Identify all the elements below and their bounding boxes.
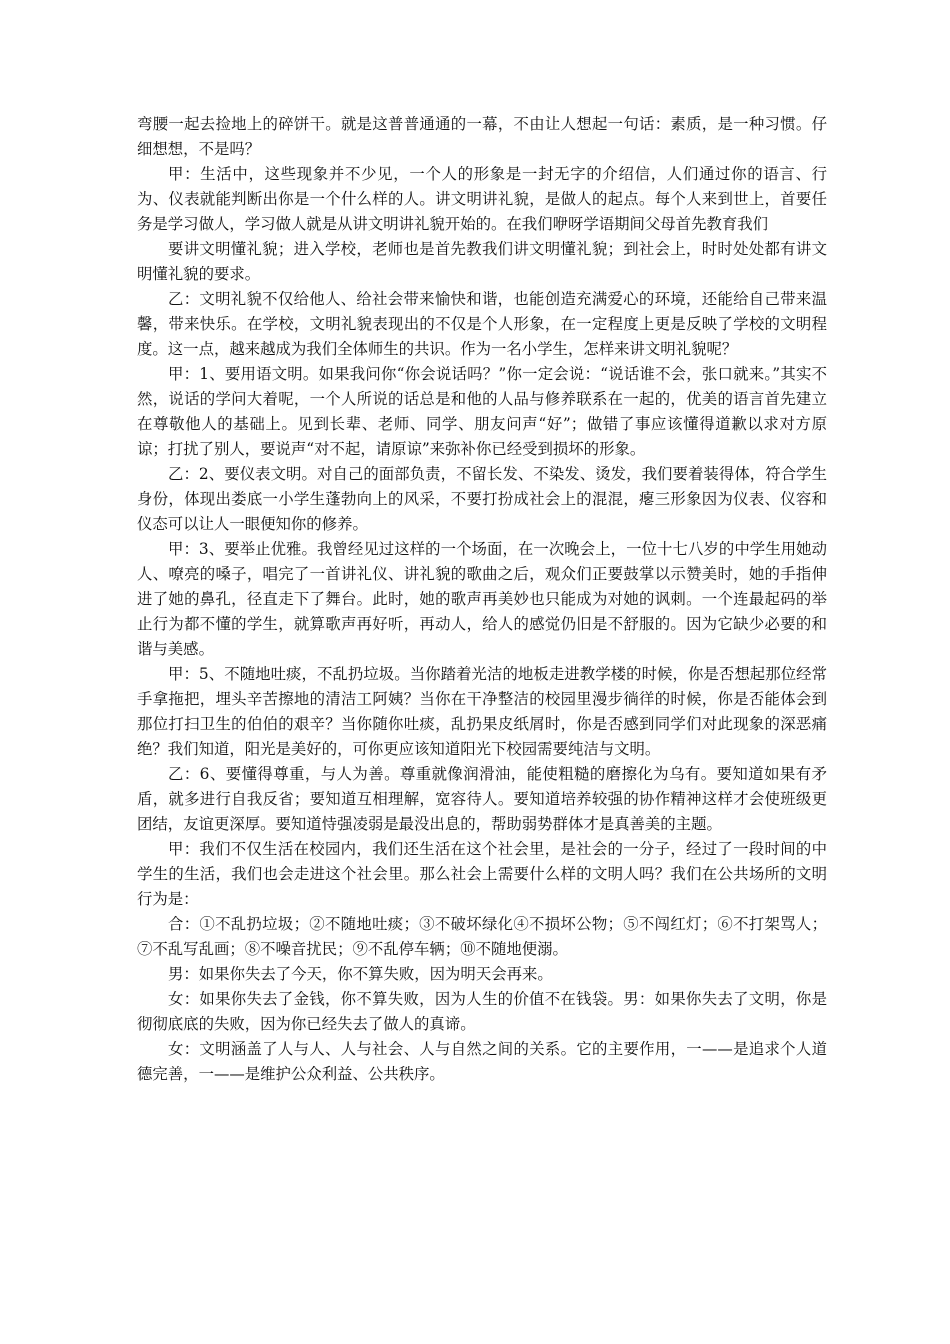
paragraph: 甲：生活中，这些现象并不少见，一个人的形象是一封无字的介绍信，人们通过你的语言、行为、仪表就能判断出你是一个什么样的人。讲文明讲礼貌，是做人的起点。每个人来到世上，首要任务是学习做人，学习做人就是从讲文明讲礼貌开始的。在我们咿呀学语期间父母首先教育我们 <box>137 165 827 233</box>
paragraph: 男：如果你失去了今天，你不算失败，因为明天会再来。 <box>168 965 553 983</box>
paragraph: 要讲文明懂礼貌；进入学校，老师也是首先教我们讲文明懂礼貌；到社会上，时时处处都有讲文明懂礼貌的要求。 <box>137 240 827 283</box>
paragraph: 甲：5、不随地吐痰，不乱扔垃圾。当你踏着光洁的地板走进教学楼的时候，你是否想起那位经常手拿拖把，埋头辛苦擦地的清洁工阿姨？当你在干净整洁的校园里漫步徜徉的时候，你是否能体会到那位打扫卫生的伯伯的艰辛？当你随你吐痰，乱扔果皮纸屑时，你是否感到同学们对此现象的深恶痛绝？我们知道，阳光是美好的，可你更应该知道阳光下校园需要纯洁与文明。 <box>137 665 827 758</box>
paragraph: 乙：6、要懂得尊重，与人为善。尊重就像润滑油，能使粗糙的磨擦化为乌有。要知道如果有矛盾，就多进行自我反省；要知道互相理解，宽容待人。要知道培养较强的协作精神这样才会使班级更团结，友谊更深厚。要知道恃强凌弱是最没出息的，帮助弱势群体才是真善美的主题。 <box>137 765 827 833</box>
paragraph: 乙：2、要仪表文明。对自己的面部负责，不留长发、不染发、烫发，我们要着装得体，符合学生身份，体现出娄底一小学生蓬勃向上的风采，不要打扮成社会上的混混，瘪三形象因为仪表、仪容和仪态可以让人一眼便知你的修养。 <box>137 465 827 533</box>
paragraph: 甲：1、要用语文明。如果我问你“你会说话吗？”你一定会说：“说话谁不会，张口就来。”其实不然，说话的学问大着呢，一个人所说的话总是和他的人品与修养联系在一起的，优美的语言首先建立在尊敬他人的基础上。见到长辈、老师、同学、朋友问声“好”；做错了事应该懂得道歉以求对方原谅；打扰了别人，要说声“对不起，请原谅”来弥补你已经受到损坏的形象。 <box>137 365 827 458</box>
paragraph: 女：文明涵盖了人与人、人与社会、人与自然之间的关系。它的主要作用，一——是追求个人道德完善，一——是维护公众利益、公共秩序。 <box>137 1040 827 1083</box>
paragraph: 弯腰一起去捡地上的碎饼干。就是这普普通通的一幕，不由让人想起一句话：素质，是一种习惯。仔细想想，不是吗？ <box>137 115 827 158</box>
paragraph: 甲：我们不仅生活在校园内，我们还生活在这个社会里，是社会的一分子，经过了一段时间的中学生的生活，我们也会走进这个社会里。那么社会上需要什么样的文明人吗？我们在公共场所的文明行为是： <box>137 840 827 908</box>
paragraph: 甲：3、要举止优雅。我曾经见过这样的一个场面，在一次晚会上，一位十七八岁的中学生用她动人、嘹亮的嗓子，唱完了一首讲礼仪、讲礼貌的歌曲之后，观众们正要鼓掌以示赞美时，她的手指伸进了她的鼻孔，径直走下了舞台。此时，她的歌声再美妙也只能成为对她的讽刺。一个连最起码的举止行为都不懂的学生，就算歌声再好听，再动人，给人的感觉仍旧是不舒服的。因为它缺少必要的和谐与美感。 <box>137 540 827 658</box>
document-page <box>137 112 827 1087</box>
paragraph: 女：如果你失去了金钱，你不算失败，因为人生的价值不在钱袋。男：如果你失去了文明，你是彻彻底底的失败，因为你已经失去了做人的真谛。 <box>137 990 827 1033</box>
paragraph: 乙：文明礼貌不仅给他人、给社会带来愉快和谐，也能创造充满爱心的环境，还能给自己带来温馨，带来快乐。在学校，文明礼貌表现出的不仅是个人形象，在一定程度上更是反映了学校的文明程度。这一点，越来越成为我们全体师生的共识。作为一名小学生，怎样来讲文明礼貌呢？ <box>137 290 827 358</box>
paragraph: 合：①不乱扔垃圾；②不随地吐痰；③不破坏绿化④不损坏公物；⑤不闯红灯；⑥不打架骂人；⑦不乱写乱画；⑧不噪音扰民；⑨不乱停车辆；⑩不随地便溺。 <box>137 915 827 958</box>
